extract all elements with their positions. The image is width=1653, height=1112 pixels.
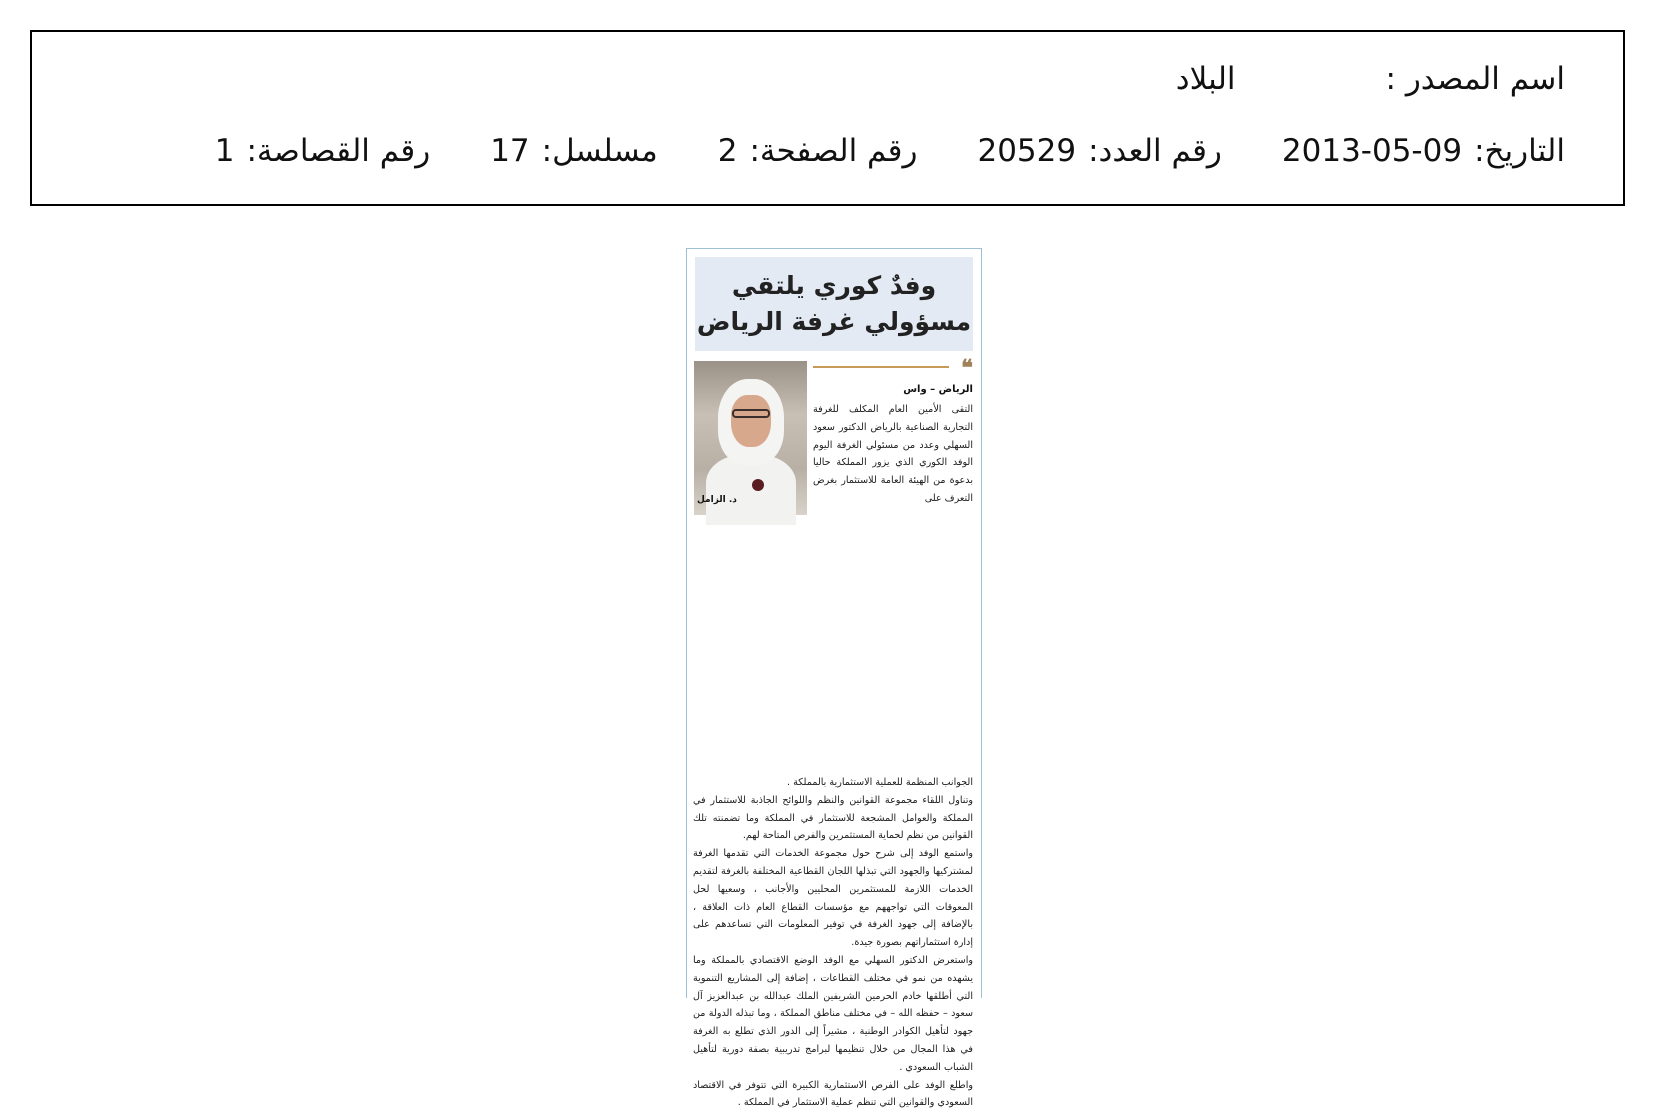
- article-paragraph: واطلع الوفد على الفرص الاستثمارية الكبيرة التي تتوفر في الاقتصاد السعودي والقوانين التي تنظم عملية الاستثمار في المملكة .: [693, 1079, 973, 1109]
- photo-microphone-shape: [752, 479, 764, 491]
- date-label: التاريخ:: [1474, 133, 1565, 169]
- headline-line-2: مسؤولي غرفة الرياض: [696, 307, 972, 336]
- issue-label: رقم العدد:: [1088, 133, 1222, 169]
- source-field: [1176, 61, 1565, 97]
- date-value: 2013-05-09: [1281, 133, 1463, 169]
- headline-line-1: وفدٌ كوري يلتقي: [731, 271, 937, 300]
- metadata-row-source: [1176, 54, 1565, 104]
- article-paragraph: الجوانب المنظمة للعملية الاستثمارية بالمملكة .: [787, 777, 973, 788]
- serial-label: مسلسل:: [541, 133, 658, 169]
- article-paragraph: وتناول اللقاء مجموعة القوانين والنظم واللوائح الجاذبة للاستثمار في المملكة والعوامل المشجعة للاستثمار في المملكة وما تضمنته تلك القوانين من نظم لحماية المستثمرين والفرص المتاحة لهم.: [693, 794, 973, 842]
- clipping-number-value: 1: [214, 133, 235, 169]
- photo-caption: د. الزامل: [697, 495, 737, 505]
- article-body-narrow: [813, 401, 973, 508]
- accent-rule: [813, 366, 949, 368]
- clipping-number-label: رقم القصاصة:: [246, 133, 431, 169]
- clipping-metadata-box: [30, 30, 1625, 206]
- serial-field: [490, 133, 658, 169]
- page-label: رقم الصفحة:: [749, 133, 918, 169]
- serial-value: 17: [490, 133, 530, 169]
- quote-mark-icon: ❝: [961, 355, 973, 381]
- source-value: البلاد: [1175, 61, 1236, 97]
- source-label: اسم المصدر :: [1385, 61, 1565, 97]
- photo-face-shape: [731, 395, 771, 447]
- article-paragraph: واستعرض الدكتور السهلي مع الوفد الوضع الاقتصادي بالمملكة وما يشهده من نمو في مختلف القطاعات ، إضافة إلى المشاريع التنموية التي أطلقها خادم الحرمين الشريفين الملك عبدالله بن عبدالعزيز آل سعود – حفظه الله – في مختلف مناطق المملكة ، وما تبذله الدولة من جهود لتأهيل الكوادر الوطنية ، مشيراً إلى الدور الذي تطلع به الغرفة في هذا المجال من خلال تنظيمها لبرامج تدريبية بصفة دورية لتأهيل الشباب السعودي .: [693, 954, 973, 1073]
- photo-thobe-shape: [706, 455, 796, 525]
- clipping-number-field: [215, 133, 430, 169]
- page-value: 2: [717, 133, 738, 169]
- metadata-row-details: [215, 126, 1565, 176]
- issue-value: 20529: [977, 133, 1077, 169]
- portrait-photo: [694, 361, 807, 515]
- article-paragraph: التقى الأمين العام المكلف للغرفة التجارية الصناعية بالرياض الدكتور سعود السهلي وعدد من مسئولي الغرفة اليوم الوفد الكوري الذي يزور المملكة حاليا بدعوة من الهيئة العامة للاستثمار بغرض التعرف على: [813, 404, 973, 504]
- issue-field: [977, 133, 1221, 169]
- article-byline: الرياض – واس: [903, 384, 973, 395]
- article-body-wide: [693, 774, 973, 1112]
- photo-glasses-shape: [732, 409, 770, 418]
- article-paragraph: واستمع الوفد إلى شرح حول مجموعة الخدمات التي تقدمها الغرفة لمشتركيها والجهود التي تبذلها اللجان القطاعية المختلفة بالغرفة لتقديم الخدمات اللازمة للمستثمرين المحليين والأجانب ، وسعيها لحل المعوقات التي تواجههم مع مؤسسات القطاع العام ذات العلاقة ، بالإضافة إلى جهود الغرفة في توفير المعلومات التي تساعدهم على إدارة استثماراتهم بصورة جيدة.: [693, 848, 973, 949]
- page-field: [718, 133, 918, 169]
- date-field: [1282, 133, 1565, 169]
- article-clipping: [686, 248, 982, 1109]
- headline-box: [695, 257, 973, 351]
